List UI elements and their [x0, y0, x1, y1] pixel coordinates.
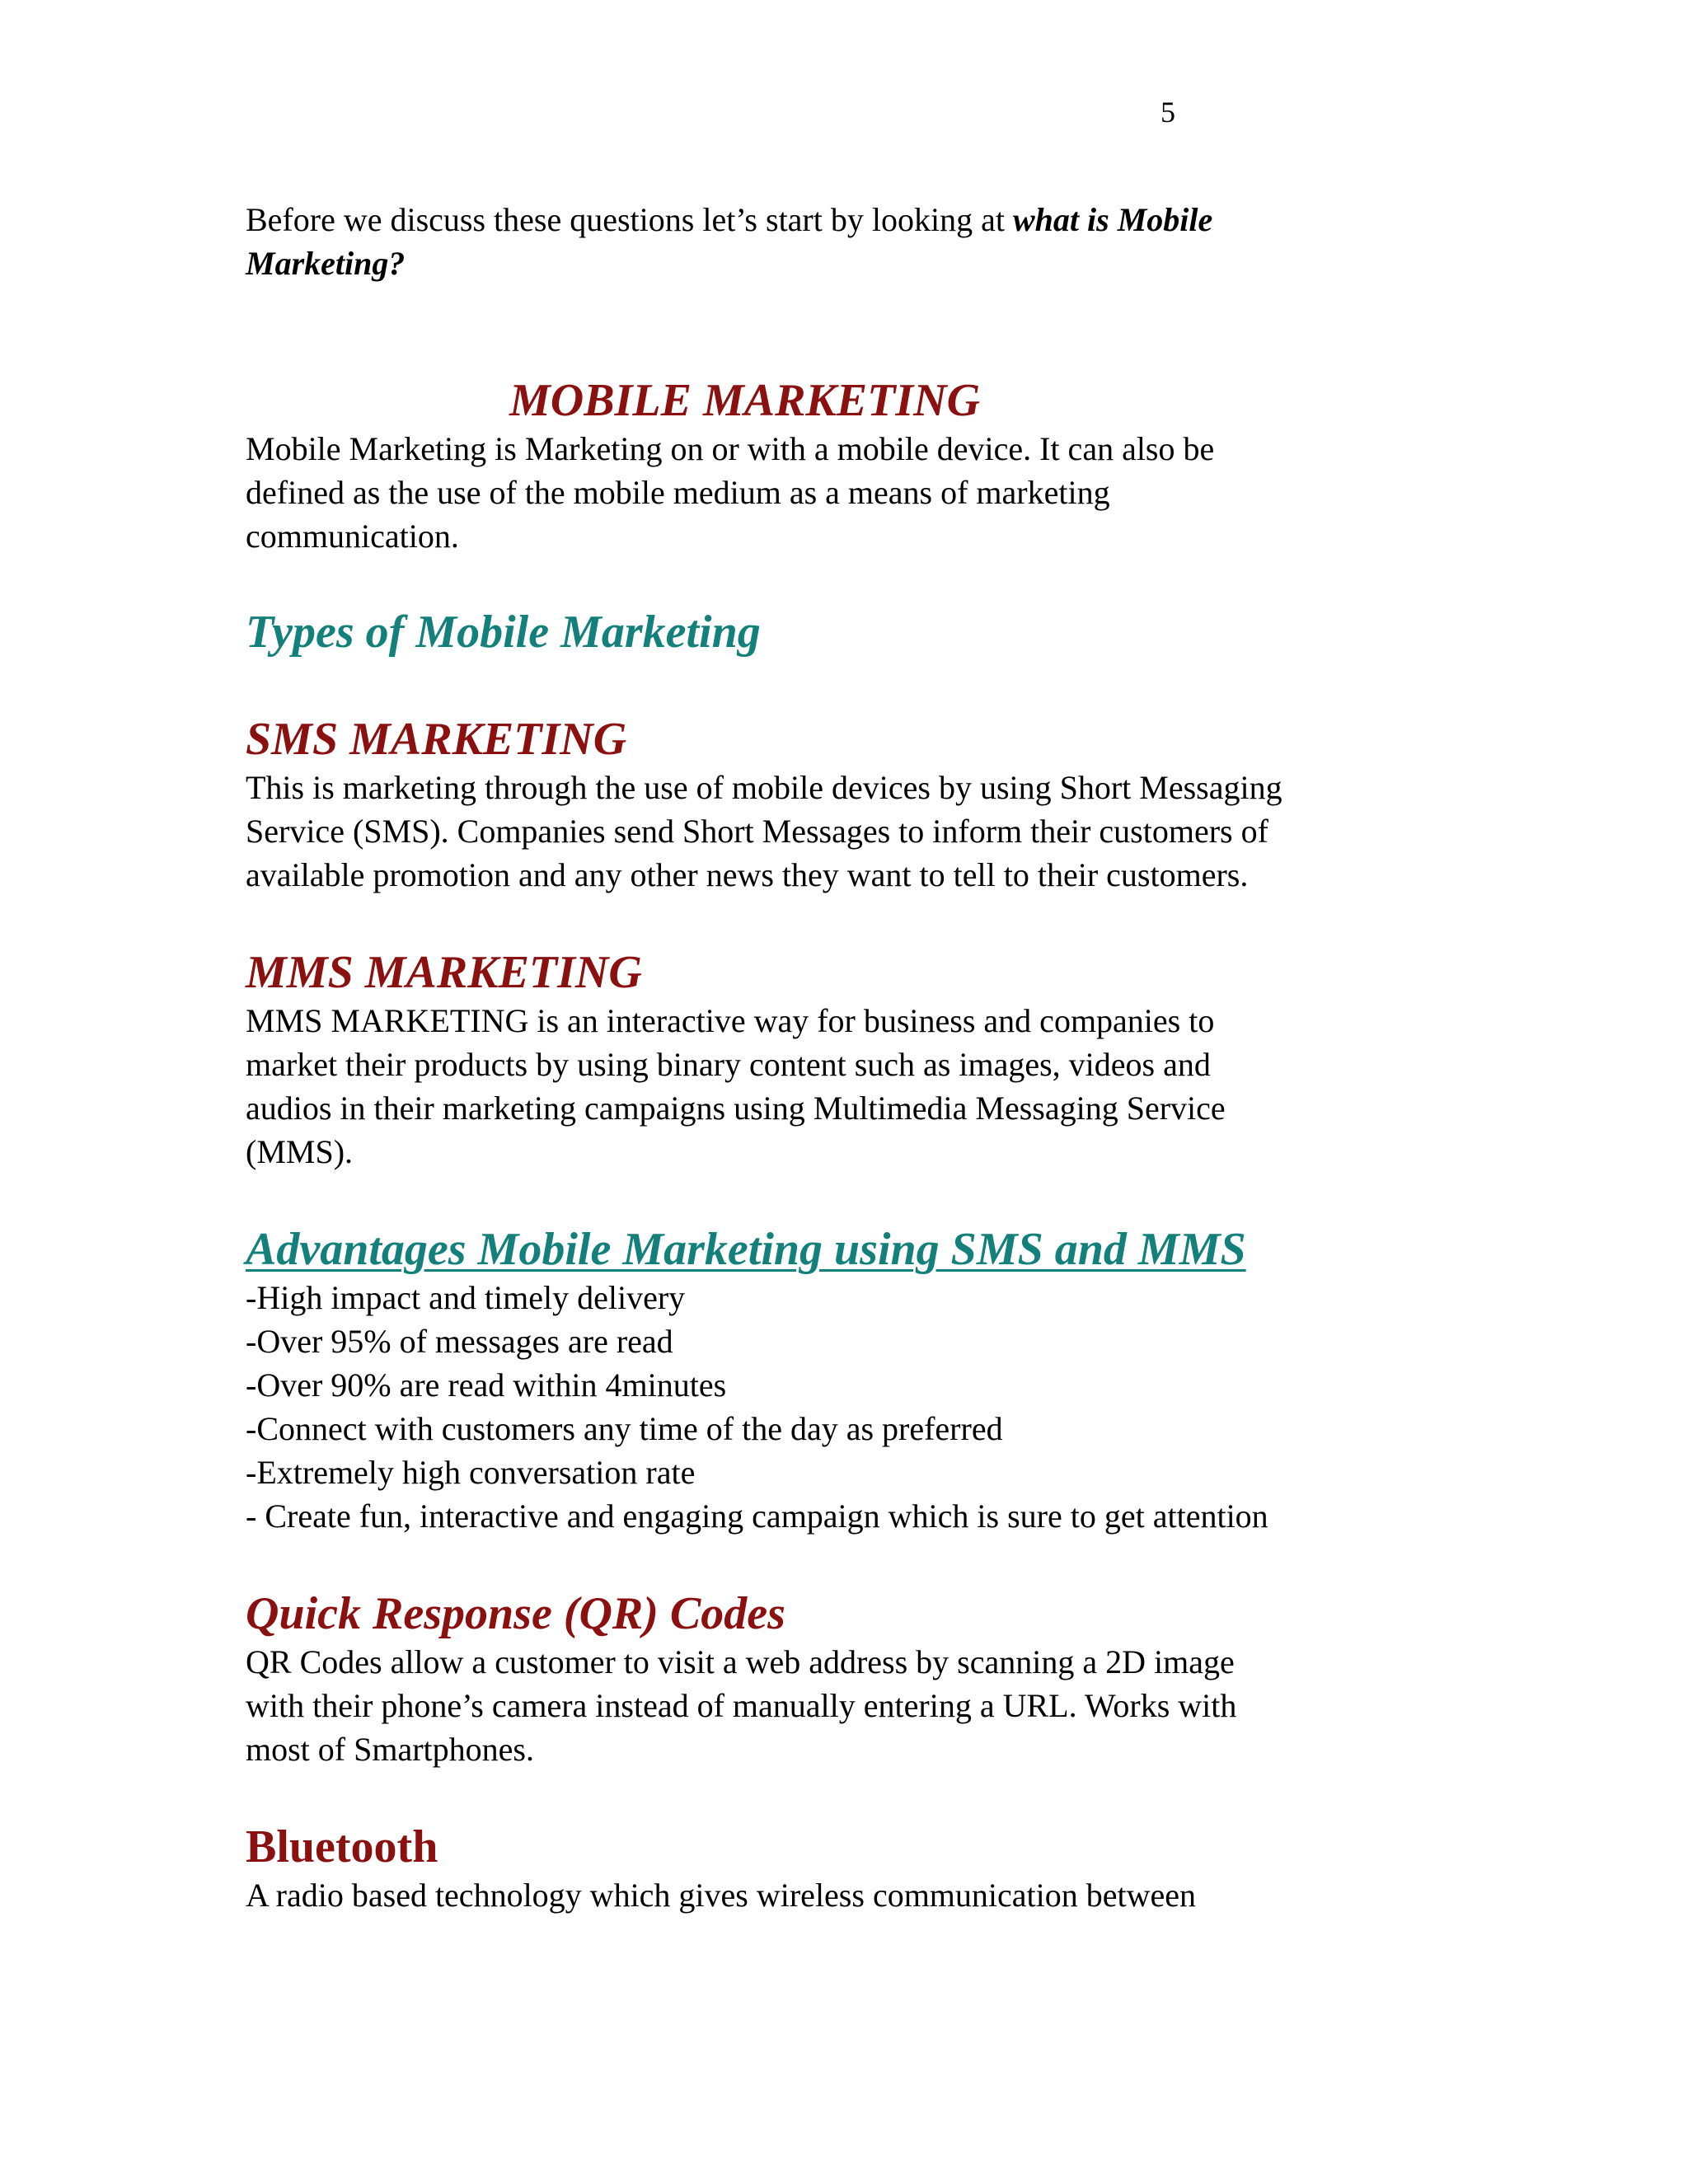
qr-line-2: with their phone’s camera instead of manually entering a URL. Works with [246, 1687, 1237, 1724]
sms-line-2: Service (SMS). Companies send Short Messages to inform their customers of [246, 813, 1268, 850]
page-content [246, 198, 1465, 1917]
list-item: -Over 95% of messages are read [246, 1323, 673, 1360]
qr-paragraph [246, 1640, 1465, 1771]
qr-line-3: most of Smartphones. [246, 1731, 534, 1768]
list-item: -Connect with customers any time of the day as preferred [246, 1410, 1003, 1447]
page-number: 5 [1160, 96, 1175, 129]
mms-paragraph [246, 999, 1465, 1174]
mms-line-4: (MMS). [246, 1133, 354, 1170]
mms-line-3: audios in their marketing campaigns using Multimedia Messaging Service [246, 1090, 1226, 1127]
mm-line-2: defined as the use of the mobile medium as a means of marketing [246, 474, 1110, 511]
qr-title: Quick Response (QR) Codes [246, 1588, 785, 1639]
list-item: - Create fun, interactive and engaging campaign which is sure to get attention [246, 1497, 1268, 1535]
sms-title: SMS MARKETING [246, 714, 627, 765]
intro-emphasis-2: Marketing? [246, 245, 406, 282]
sms-paragraph [246, 766, 1465, 897]
mm-line-3: communication. [246, 518, 459, 555]
advantages-list [246, 1276, 1465, 1538]
mm-line-1: Mobile Marketing is Marketing on or with a mobile device. It can also be [246, 430, 1215, 467]
list-item: -Extremely high conversation rate [246, 1454, 696, 1491]
mms-line-1: MMS MARKETING is an interactive way for business and companies to [246, 1002, 1215, 1039]
types-heading: Types of Mobile Marketing [246, 607, 761, 658]
intro-emphasis-1: what is Mobile [1012, 201, 1213, 238]
mobile-marketing-title: MOBILE MARKETING [509, 375, 981, 426]
mms-line-2: market their products by using binary content such as images, videos and [246, 1046, 1211, 1083]
qr-line-1: QR Codes allow a customer to visit a web address by scanning a 2D image [246, 1643, 1235, 1680]
bluetooth-title: Bluetooth [246, 1821, 438, 1872]
intro-text: Before we discuss these questions let’s start by looking at [246, 201, 1013, 238]
bluetooth-paragraph [246, 1873, 1465, 1917]
sms-line-3: available promotion and any other news they want to tell to their customers. [246, 856, 1249, 893]
sms-line-1: This is marketing through the use of mobile devices by using Short Messaging [246, 769, 1282, 806]
mobile-marketing-paragraph [246, 427, 1465, 558]
intro-paragraph [246, 198, 1465, 285]
list-item: -High impact and timely delivery [246, 1279, 686, 1316]
bt-line-1: A radio based technology which gives wireless communication between [246, 1877, 1197, 1914]
list-item: -Over 90% are read within 4minutes [246, 1366, 727, 1404]
mms-title: MMS MARKETING [246, 947, 642, 998]
advantages-title: Advantages Mobile Marketing using SMS and MMS [246, 1224, 1246, 1275]
